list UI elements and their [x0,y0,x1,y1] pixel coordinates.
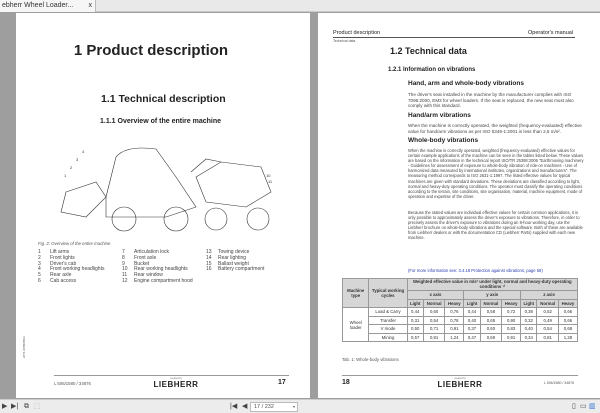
legend-label: Rear window [134,272,163,279]
copy-icon[interactable]: ⧉ [24,403,29,410]
tab-title: ebherr Wheel Loader... [2,2,74,9]
value-cell: 0,71 [423,325,445,334]
table-row [343,325,578,334]
header-working-cycles: Typical working cycles [369,279,407,308]
value-cell: 0,66 [558,308,577,317]
value-cell: 1,28 [558,333,577,342]
section-title: 1.1 Technical description [101,93,226,105]
value-cell: 0,68 [558,325,577,334]
header-weighted: Weighted effective value in m/s² under light, normal and heavy-duty operating conditions ¹⁾ [407,279,577,291]
svg-text:2: 2 [70,165,73,170]
axis-header: y axis [464,291,521,300]
value-cell: 0,40 [464,316,480,325]
page-number: 17 [278,379,286,386]
section-title: 1.2 Technical data [390,46,467,56]
figure-legend [38,250,298,285]
cycle-cell: Mining [369,333,407,342]
level-header: Heavy [558,299,577,308]
cycle-cell: Transfer [369,316,407,325]
legend-number: 5 [38,272,41,279]
legend-number: 2 [38,254,41,261]
page-display: 17 / 232 [254,404,274,410]
table-caption: Tab. 1: Whole-body vibrations [342,357,399,362]
heading-hand-arm: Hand/arm vibrations [408,112,471,119]
svg-text:4: 4 [82,149,85,154]
value-cell: 0,31 [407,316,423,325]
legend-number: 6 [38,277,41,284]
cycle-cell: V mode [369,325,407,334]
legend-label: Rear axle [50,272,72,279]
svg-text:10: 10 [266,173,271,178]
legend-label: Battery compartment [218,266,265,273]
liebherr-logo: created by LIEBHERR [153,377,199,389]
select-icon[interactable]: ⬚ [34,403,41,410]
legend-label: Rear lighting [218,254,247,261]
value-cell: 0,32 [521,316,537,325]
running-header-left: Product description [333,30,381,36]
legend-number: 14 [206,254,212,261]
value-cell: 0,44 [407,308,423,317]
cycle-cell: Load & Carry [369,308,407,317]
page-number: 18 [342,379,350,386]
value-cell: 0,60 [423,308,445,317]
subsection-title: 1.1.1 Overview of the entire machine [100,118,221,125]
value-cell: 0,57 [407,333,423,342]
machine-overview-figure [46,137,276,237]
legend-label: Front axle [134,254,157,261]
legend-number: 11 [122,272,128,279]
legend-number: 1 [38,249,41,255]
document-tab[interactable] [0,0,96,12]
heading-hand-arm-whole: Hand, arm and whole-body vibrations [408,80,524,87]
continuous-view-icon[interactable]: ▭ [580,403,587,410]
heading-whole-body: Whole-body vibrations [408,137,479,144]
close-tab-icon[interactable]: x [88,2,92,9]
legend-item [206,267,290,273]
legend-label: Cab access [50,277,77,284]
value-cell: 0,52 [537,308,559,317]
protection-link[interactable]: (For more information see: 3.4.18 Protection against vibrations, page 58) [408,268,543,273]
tab-bar [0,0,600,12]
header-machine-type: Machine type [343,279,369,308]
side-code: 2671 0058/0503 [22,336,26,358]
chapter-title: 1 Product description [73,42,229,59]
footer-code: L 506/1580 / 34876 [54,381,91,386]
value-cell: 0,91 [423,333,445,342]
value-cell: 0,90 [502,316,521,325]
value-cell: 0,44 [464,308,480,317]
value-cell: 0,58 [480,308,502,317]
value-cell: 0,91 [502,333,521,342]
legend-number: 10 [122,266,128,273]
svg-text:11: 11 [268,179,273,184]
legend-number: 15 [206,260,212,267]
paragraph-seat: The driver's seat installed in the machine by the manufacturer complies with ISO 7096:2000, EM3 for wheel loaders. If the seat is replaced, the new seat must also comply with this standard. [408,92,574,109]
level-header: Heavy [445,299,464,308]
legend-number: 4 [38,266,41,273]
right-page [318,13,600,398]
value-cell: 0,91 [445,325,464,334]
value-cell: 0,66 [558,316,577,325]
legend-item [122,279,206,285]
legend-label: Engine compartment hood [134,277,193,284]
legend-label: Towing device [218,249,250,255]
machine-type-cell: Wheel loader [343,308,369,342]
value-cell: 0,78 [445,316,464,325]
legend-label: Lift arms [50,249,70,255]
running-header-sub: Technical data [333,39,356,43]
paragraph-whole-body: When the machine is correctly operated, weighted (frequency-evaluated) effective values for certain example applications of the machine can be seen in the tables listed below. These values are based on the information in the technical report ISO/TR 25398:2006 "Earthmoving machinery - Guidelines for assessment of exposure to whole-body vibration of ride-on machines - Use of harmonized data measured by international institutes, organizations and manufacturers". The measuring method corresponds to ISO 2631-1:1997. The listed effective values for typical machines are given with standard deviations. These deviations are classified according to light, normal and heavy-duty operating conditions. The operator must classify the operating conditions according to the terrain, site conditions, site organisation, material, machine equipment, mode of operation and expertise of the driver. [408,148,584,199]
legend-number: 16 [206,266,212,273]
level-header: Light [464,299,480,308]
value-cell: 0,40 [521,325,537,334]
value-cell: 0,60 [480,325,502,334]
vibration-table [342,278,578,342]
legend-label: Driver's cab [50,260,77,267]
value-cell: 0,54 [537,325,559,334]
svg-text:1: 1 [64,173,67,178]
page-number-field[interactable]: 17 / 232 ▾ [250,402,298,412]
axis-header: x axis [407,291,464,300]
legend-label: Ballast weight [218,260,249,267]
legend-number: 9 [122,260,125,267]
level-header: Light [407,299,423,308]
legend-label: Rear working headlights [134,266,188,273]
subsection-title: 1.2.1 Information on vibrations [388,67,476,73]
level-header: Heavy [502,299,521,308]
footer-code: L 506/1580 / 34876 [544,381,575,385]
play-icon[interactable]: ▶ [2,403,8,410]
value-cell: 0,76 [445,308,464,317]
level-header: Normal [480,299,502,308]
value-cell: 0,38 [521,308,537,317]
legend-number: 12 [122,277,128,284]
legend-item [38,279,122,285]
level-header: Light [521,299,537,308]
viewer-toolbar [0,399,600,413]
liebherr-logo: created by LIEBHERR [437,377,483,389]
two-page-view-icon[interactable]: ▥ [589,403,596,410]
legend-number: 7 [122,249,125,255]
paragraph-hand-arm: When the machine is correctly operated, the weighted (frequency-evaluated) effective value for hand/arm vibrations as per ISO 5349-1:2001 is less than 2,5 m/s². [408,123,582,134]
value-cell: 0,50 [407,325,423,334]
value-cell: 0,81 [537,333,559,342]
value-cell: 0,37 [464,325,480,334]
legend-number: 8 [122,254,125,261]
legend-label: Front lights [50,254,75,261]
next-page-icon[interactable]: ▶| [11,403,19,410]
table-row [343,308,578,317]
value-cell: 1,24 [445,333,464,342]
legend-label: Bucket [134,260,150,267]
level-header: Normal [423,299,445,308]
value-cell: 0,72 [502,308,521,317]
figure-caption: Fig. 2: Overview of the entire machine [38,241,111,246]
left-page [16,13,310,398]
legend-label: Articulation lock [134,249,170,255]
legend-label: Front working headlights [50,266,105,273]
value-cell: 0,47 [464,333,480,342]
value-cell: 0,34 [521,333,537,342]
value-cell: 0,83 [502,325,521,334]
running-header-right: Operator's manual [528,30,574,36]
value-cell: 0,65 [480,316,502,325]
axis-header: z axis [521,291,578,300]
value-cell: 0,69 [480,333,502,342]
table-row [343,333,578,342]
legend-number: 13 [206,249,212,255]
first-page-icon[interactable]: |◀ [230,403,238,410]
svg-text:3: 3 [76,157,79,162]
paragraph-assessment: Because the stated values are individual effective values for certain common applications, it is only possible to approximately assess the driver's exposure to vibrations. Therefore, in order to precisely assess the driver's exposure to vibrations during an 8-hour working day, use the Liebherr brochure on whole-body vibrations and the special software. Both of these are available from Liebherr dealers or with the documentation CD (Liebherr Parts) supplied with each new machine. [408,210,583,241]
legend-number: 3 [38,260,41,267]
level-header: Normal [537,299,559,308]
value-cell: 0,54 [423,316,445,325]
single-page-view-icon[interactable]: ▯ [572,403,576,410]
table-row [343,316,578,325]
value-cell: 0,49 [537,316,559,325]
previous-page-icon[interactable]: ◀ [242,403,248,410]
